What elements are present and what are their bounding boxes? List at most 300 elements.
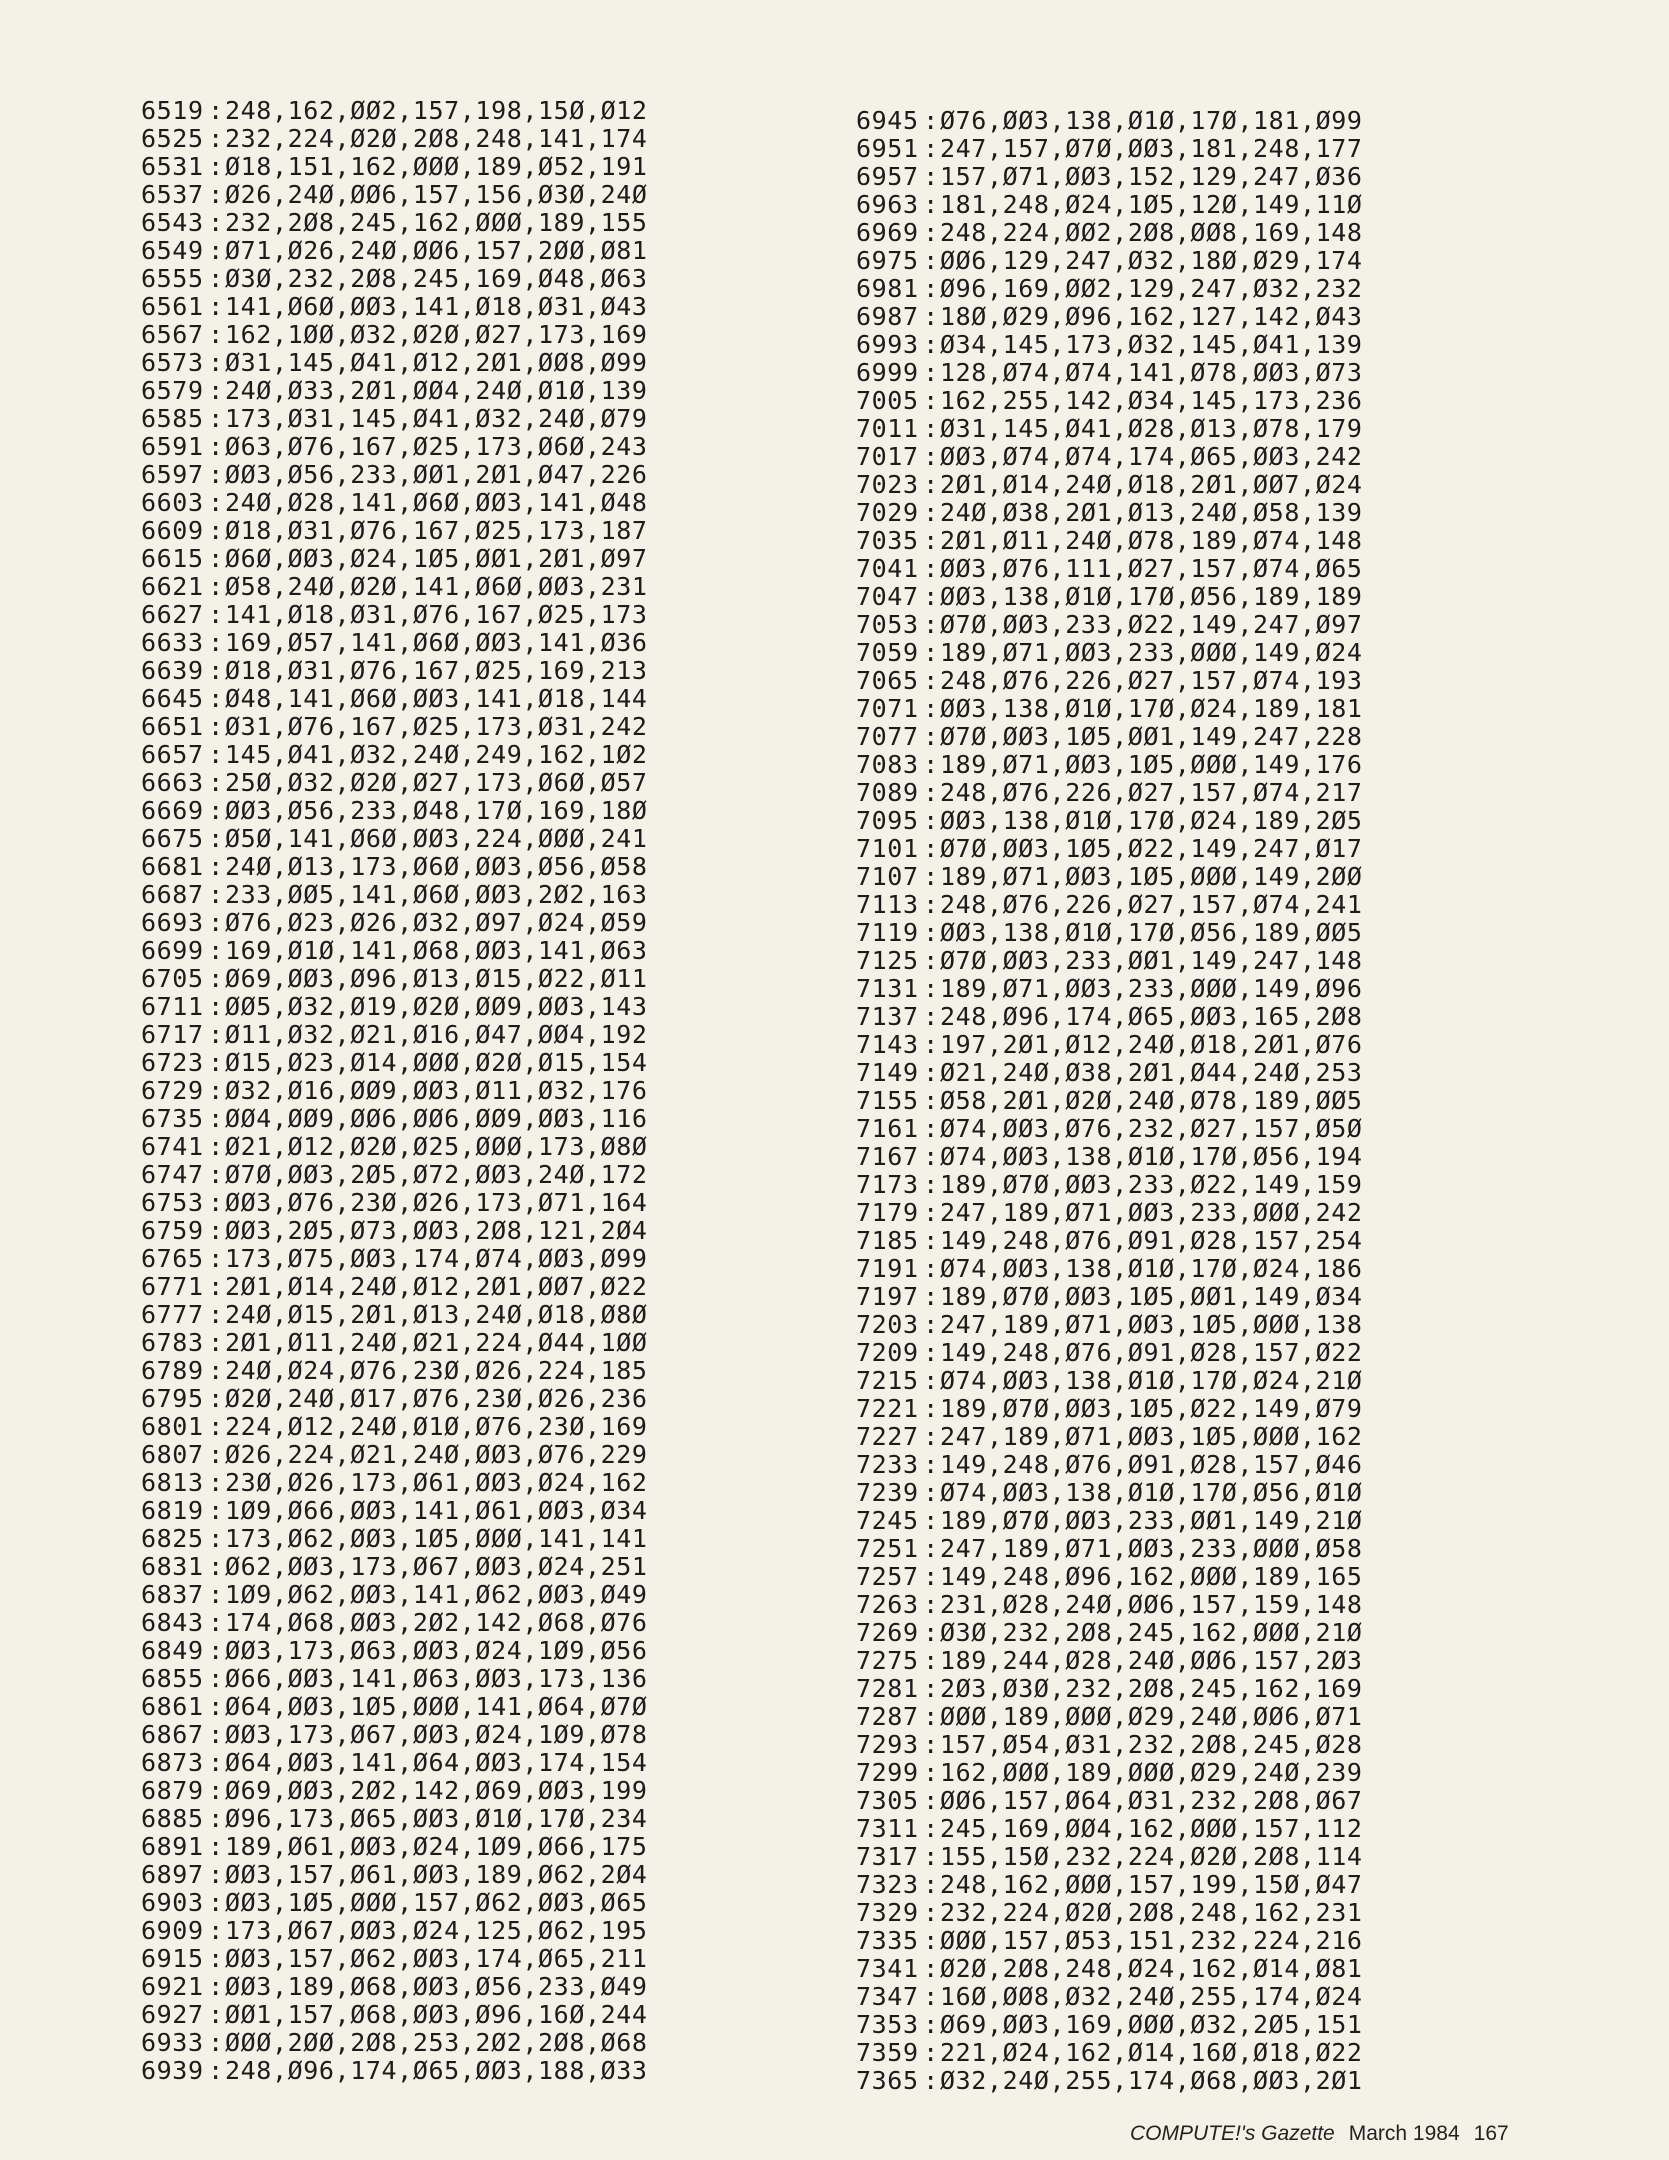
listing-line — [141, 125, 648, 153]
data-values: 24Ø,Ø33,2Ø1,ØØ4,24Ø,Ø1Ø,139 — [225, 376, 648, 405]
line-number: 6675 — [141, 824, 204, 853]
data-values: 181,248,Ø24,1Ø5,12Ø,149,11Ø — [940, 190, 1363, 219]
line-colon: : — [923, 1702, 939, 1731]
line-number: 6789 — [141, 1356, 204, 1385]
listing-line — [141, 825, 648, 853]
listing-line — [141, 517, 648, 545]
line-colon: : — [923, 1954, 939, 1983]
listing-line — [856, 499, 1363, 527]
line-number: 6627 — [141, 600, 204, 629]
listing-line — [141, 601, 648, 629]
data-values: 16Ø,ØØ8,Ø32,24Ø,255,174,Ø24 — [940, 1982, 1363, 2011]
line-colon: : — [923, 862, 939, 891]
data-values: ØØØ,189,ØØØ,Ø29,24Ø,ØØ6,Ø71 — [940, 1702, 1363, 1731]
listing-line — [856, 471, 1363, 499]
line-colon: : — [208, 404, 224, 433]
data-values: ØØ4,ØØ9,ØØ6,ØØ6,ØØ9,ØØ3,116 — [225, 1104, 648, 1133]
line-number: 7173 — [856, 1170, 919, 1199]
line-number: 6615 — [141, 544, 204, 573]
line-number: 6711 — [141, 992, 204, 1021]
listing-line — [856, 1899, 1363, 1927]
line-number: 6849 — [141, 1636, 204, 1665]
listing-line — [141, 1917, 648, 1945]
line-colon: : — [923, 1030, 939, 1059]
data-values: 189,Ø71,ØØ3,233,ØØØ,149,Ø96 — [940, 974, 1363, 1003]
line-colon: : — [923, 582, 939, 611]
listing-line — [141, 853, 648, 881]
listing-line — [141, 1497, 648, 1525]
line-colon: : — [208, 152, 224, 181]
listing-line — [856, 975, 1363, 1003]
listing-line — [141, 489, 648, 517]
listing-line — [856, 1535, 1363, 1563]
data-values: 1Ø9,Ø62,ØØ3,141,Ø62,ØØ3,Ø49 — [225, 1580, 648, 1609]
listing-line — [141, 1693, 648, 1721]
line-number: 7353 — [856, 2010, 919, 2039]
data-values: Ø69,ØØ3,Ø96,Ø13,Ø15,Ø22,Ø11 — [225, 964, 648, 993]
data-values: ØØ3,189,Ø68,ØØ3,Ø56,233,Ø49 — [225, 1972, 648, 2001]
data-values: 248,162,ØØØ,157,199,15Ø,Ø47 — [940, 1870, 1363, 1899]
data-values: Ø18,Ø31,Ø76,167,Ø25,173,187 — [225, 516, 648, 545]
listing-line — [856, 1871, 1363, 1899]
line-number: 6975 — [856, 246, 919, 275]
line-colon: : — [208, 1048, 224, 1077]
line-number: 6999 — [856, 358, 919, 387]
listing-line — [141, 1133, 648, 1161]
line-number: 7179 — [856, 1198, 919, 1227]
line-number: 6957 — [856, 162, 919, 191]
data-values: Ø3Ø,232,2Ø8,245,162,ØØØ,21Ø — [940, 1618, 1363, 1647]
line-number: 7005 — [856, 386, 919, 415]
line-number: 6933 — [141, 2028, 204, 2057]
line-colon: : — [208, 1860, 224, 1889]
listing-line — [856, 1731, 1363, 1759]
line-number: 7269 — [856, 1618, 919, 1647]
listing-line — [141, 1189, 648, 1217]
listing-line — [141, 1301, 648, 1329]
line-number: 7293 — [856, 1730, 919, 1759]
data-values: Ø58,2Ø1,Ø2Ø,24Ø,Ø78,189,ØØ5 — [940, 1086, 1363, 1115]
listing-line — [856, 1423, 1363, 1451]
data-values: 189,Ø71,ØØ3,1Ø5,ØØØ,149,2ØØ — [940, 862, 1363, 891]
listing-line — [856, 1115, 1363, 1143]
listing-line — [141, 1021, 648, 1049]
issue-date: March 1984 — [1348, 2122, 1460, 2145]
line-number: 6951 — [856, 134, 919, 163]
data-values: 157,Ø71,ØØ3,152,129,247,Ø36 — [940, 162, 1363, 191]
line-number: 6915 — [141, 1944, 204, 1973]
data-values: ØØ3,Ø76,23Ø,Ø26,173,Ø71,164 — [225, 1188, 648, 1217]
data-values: Ø31,145,Ø41,Ø28,Ø13,Ø78,179 — [940, 414, 1363, 443]
data-values: 189,Ø7Ø,ØØ3,233,Ø22,149,159 — [940, 1170, 1363, 1199]
line-colon: : — [208, 684, 224, 713]
line-colon: : — [923, 1478, 939, 1507]
data-values: 149,248,Ø96,162,ØØØ,189,165 — [940, 1562, 1363, 1591]
data-values: Ø26,224,Ø21,24Ø,ØØ3,Ø76,229 — [225, 1440, 648, 1469]
data-values: 232,224,Ø2Ø,2Ø8,248,162,231 — [940, 1898, 1363, 1927]
line-number: 6669 — [141, 796, 204, 825]
listing-line — [141, 1665, 648, 1693]
data-values: Ø15,Ø23,Ø14,ØØØ,Ø2Ø,Ø15,154 — [225, 1048, 648, 1077]
listing-line — [141, 1749, 648, 1777]
listing-line — [141, 97, 648, 125]
line-colon: : — [923, 526, 939, 555]
line-number: 6753 — [141, 1188, 204, 1217]
line-colon: : — [208, 1272, 224, 1301]
line-colon: : — [208, 600, 224, 629]
line-colon: : — [208, 1524, 224, 1553]
listing-line — [856, 1815, 1363, 1843]
line-number: 7239 — [856, 1478, 919, 1507]
listing-line — [141, 1581, 648, 1609]
data-values: ØØ3,2Ø5,Ø73,ØØ3,2Ø8,121,2Ø4 — [225, 1216, 648, 1245]
line-number: 7023 — [856, 470, 919, 499]
listing-line — [141, 881, 648, 909]
listing-line — [856, 1591, 1363, 1619]
line-colon: : — [208, 432, 224, 461]
line-number: 6981 — [856, 274, 919, 303]
line-number: 7227 — [856, 1422, 919, 1451]
listing-line — [141, 1049, 648, 1077]
listing-line — [856, 1199, 1363, 1227]
line-colon: : — [208, 1888, 224, 1917]
data-values: Ø18,Ø31,Ø76,167,Ø25,169,213 — [225, 656, 648, 685]
data-values: 233,ØØ5,141,Ø6Ø,ØØ3,2Ø2,163 — [225, 880, 648, 909]
line-number: 7347 — [856, 1982, 919, 2011]
magazine-name: COMPUTE!'s Gazette — [1130, 2122, 1335, 2145]
line-colon: : — [208, 2000, 224, 2029]
data-values: 149,248,Ø76,Ø91,Ø28,157,Ø46 — [940, 1450, 1363, 1479]
line-colon: : — [923, 1870, 939, 1899]
listing-line — [141, 1889, 648, 1917]
line-colon: : — [923, 1506, 939, 1535]
data-values: Ø76,Ø23,Ø26,Ø32,Ø97,Ø24,Ø59 — [225, 908, 648, 937]
listing-line — [141, 1609, 648, 1637]
data-values: Ø74,ØØ3,138,Ø1Ø,17Ø,Ø56,194 — [940, 1142, 1363, 1171]
line-colon: : — [923, 750, 939, 779]
line-colon: : — [923, 2010, 939, 2039]
line-colon: : — [208, 376, 224, 405]
line-number: 7149 — [856, 1058, 919, 1087]
listing-line — [856, 1843, 1363, 1871]
listing-line — [141, 153, 648, 181]
line-number: 7071 — [856, 694, 919, 723]
listing-line — [856, 107, 1363, 135]
data-values: Ø26,24Ø,ØØ6,157,156,Ø3Ø,24Ø — [225, 180, 648, 209]
listing-line — [856, 1143, 1363, 1171]
data-values: ØØ1,157,Ø68,ØØ3,Ø96,16Ø,244 — [225, 2000, 648, 2029]
line-number: 7041 — [856, 554, 919, 583]
line-colon: : — [923, 1086, 939, 1115]
listing-line — [856, 1311, 1363, 1339]
line-colon: : — [208, 460, 224, 489]
data-values: Ø74,ØØ3,138,Ø1Ø,17Ø,Ø24,21Ø — [940, 1366, 1363, 1395]
line-colon: : — [923, 1730, 939, 1759]
line-number: 7191 — [856, 1254, 919, 1283]
listing-line — [141, 1077, 648, 1105]
data-values: 23Ø,Ø26,173,Ø61,ØØ3,Ø24,162 — [225, 1468, 648, 1497]
line-colon: : — [208, 320, 224, 349]
listing-line — [856, 1087, 1363, 1115]
line-number: 6699 — [141, 936, 204, 965]
line-colon: : — [923, 358, 939, 387]
line-colon: : — [208, 880, 224, 909]
line-colon: : — [923, 1926, 939, 1955]
listing-line — [856, 1563, 1363, 1591]
data-values: ØØ3,138,Ø1Ø,17Ø,Ø56,189,ØØ5 — [940, 918, 1363, 947]
listing-line — [141, 321, 648, 349]
line-colon: : — [208, 1664, 224, 1693]
data-values: ØØ3,Ø56,233,Ø48,17Ø,169,18Ø — [225, 796, 648, 825]
data-values: Ø34,145,173,Ø32,145,Ø41,139 — [940, 330, 1363, 359]
listing-line — [141, 1469, 648, 1497]
line-colon: : — [208, 1720, 224, 1749]
listing-line — [856, 1003, 1363, 1031]
line-colon: : — [208, 124, 224, 153]
data-values: 189,Ø7Ø,ØØ3,1Ø5,ØØ1,149,Ø34 — [940, 1282, 1363, 1311]
listing-line — [856, 1507, 1363, 1535]
line-colon: : — [923, 414, 939, 443]
line-number: 7125 — [856, 946, 919, 975]
data-values: Ø64,ØØ3,1Ø5,ØØØ,141,Ø64,Ø7Ø — [225, 1692, 648, 1721]
listing-line — [856, 2039, 1363, 2067]
line-number: 7329 — [856, 1898, 919, 1927]
line-colon: : — [208, 1692, 224, 1721]
line-colon: : — [208, 1300, 224, 1329]
line-colon: : — [923, 246, 939, 275]
listing-line — [141, 909, 648, 937]
line-colon: : — [208, 264, 224, 293]
listing-line — [856, 779, 1363, 807]
data-values: Ø31,Ø76,167,Ø25,173,Ø31,242 — [225, 712, 648, 741]
line-colon: : — [208, 824, 224, 853]
data-values: 189,Ø61,ØØ3,Ø24,1Ø9,Ø66,175 — [225, 1832, 648, 1861]
line-number: 7251 — [856, 1534, 919, 1563]
line-number: 7119 — [856, 918, 919, 947]
line-number: 7101 — [856, 834, 919, 863]
listing-line — [141, 1245, 648, 1273]
line-colon: : — [923, 1114, 939, 1143]
line-colon: : — [923, 666, 939, 695]
line-colon: : — [923, 1534, 939, 1563]
line-number: 6861 — [141, 1692, 204, 1721]
data-values: ØØ3,157,Ø62,ØØ3,174,Ø65,211 — [225, 1944, 648, 1973]
line-number: 6747 — [141, 1160, 204, 1189]
data-values: Ø5Ø,141,Ø6Ø,ØØ3,224,ØØØ,241 — [225, 824, 648, 853]
data-values: 189,Ø7Ø,ØØ3,233,ØØ1,149,21Ø — [940, 1506, 1363, 1535]
listing-line — [856, 2067, 1363, 2095]
listing-line — [141, 1441, 648, 1469]
line-number: 6723 — [141, 1048, 204, 1077]
listing-line — [856, 667, 1363, 695]
line-number: 6597 — [141, 460, 204, 489]
line-colon: : — [208, 1328, 224, 1357]
line-colon: : — [208, 1356, 224, 1385]
data-values: ØØ3,Ø76,111,Ø27,157,Ø74,Ø65 — [940, 554, 1363, 583]
listing-line — [141, 769, 648, 797]
listing-line — [856, 415, 1363, 443]
data-values: ØØ3,138,Ø1Ø,17Ø,Ø24,189,2Ø5 — [940, 806, 1363, 835]
line-colon: : — [923, 1366, 939, 1395]
data-values: Ø7Ø,ØØ3,233,Ø22,149,247,Ø97 — [940, 610, 1363, 639]
data-values: 2Ø1,Ø11,24Ø,Ø78,189,Ø74,148 — [940, 526, 1363, 555]
line-number: 6741 — [141, 1132, 204, 1161]
listing-line — [141, 405, 648, 433]
line-colon: : — [923, 610, 939, 639]
line-colon: : — [923, 442, 939, 471]
listing-line — [141, 1777, 648, 1805]
data-values: Ø48,141,Ø6Ø,ØØ3,141,Ø18,144 — [225, 684, 648, 713]
line-number: 6693 — [141, 908, 204, 937]
listing-line — [141, 2029, 648, 2057]
data-values: Ø74,ØØ3,138,Ø1Ø,17Ø,Ø56,Ø1Ø — [940, 1478, 1363, 1507]
line-number: 6705 — [141, 964, 204, 993]
line-colon: : — [923, 1898, 939, 1927]
listing-line — [141, 349, 648, 377]
line-number: 6969 — [856, 218, 919, 247]
line-number: 7137 — [856, 1002, 919, 1031]
line-number: 6903 — [141, 1888, 204, 1917]
data-values: Ø21,Ø12,Ø2Ø,Ø25,ØØØ,173,Ø8Ø — [225, 1132, 648, 1161]
line-number: 6663 — [141, 768, 204, 797]
line-colon: : — [208, 1468, 224, 1497]
line-colon: : — [208, 1776, 224, 1805]
line-colon: : — [923, 1842, 939, 1871]
line-colon: : — [923, 1338, 939, 1367]
data-values: 247,189,Ø71,ØØ3,1Ø5,ØØØ,162 — [940, 1422, 1363, 1451]
line-number: 6549 — [141, 236, 204, 265]
line-number: 7287 — [856, 1702, 919, 1731]
data-values: 2Ø1,Ø11,24Ø,Ø21,224,Ø44,1ØØ — [225, 1328, 648, 1357]
line-number: 7281 — [856, 1674, 919, 1703]
line-colon: : — [208, 712, 224, 741]
listing-line — [856, 1787, 1363, 1815]
line-colon: : — [208, 1580, 224, 1609]
data-values: ØØ3,1Ø5,ØØØ,157,Ø62,ØØ3,Ø65 — [225, 1888, 648, 1917]
listing-line — [141, 1833, 648, 1861]
listing-line — [856, 443, 1363, 471]
line-number: 6801 — [141, 1412, 204, 1441]
line-colon: : — [923, 1310, 939, 1339]
listing-line — [141, 629, 648, 657]
data-values: Ø74,ØØ3,Ø76,232,Ø27,157,Ø5Ø — [940, 1114, 1363, 1143]
page-footer — [1130, 2122, 1509, 2146]
line-colon: : — [208, 1748, 224, 1777]
line-colon: : — [208, 1076, 224, 1105]
line-colon: : — [923, 1562, 939, 1591]
data-values: Ø2Ø,24Ø,Ø17,Ø76,23Ø,Ø26,236 — [225, 1384, 648, 1413]
line-colon: : — [208, 1496, 224, 1525]
line-colon: : — [208, 656, 224, 685]
listing-line — [141, 937, 648, 965]
line-colon: : — [923, 1170, 939, 1199]
listing-line — [141, 1105, 648, 1133]
line-colon: : — [923, 106, 939, 135]
listing-line — [856, 1171, 1363, 1199]
line-colon: : — [923, 1758, 939, 1787]
data-values: Ø11,Ø32,Ø21,Ø16,Ø47,ØØ4,192 — [225, 1020, 648, 1049]
listing-line — [141, 1861, 648, 1889]
listing-line — [856, 1647, 1363, 1675]
line-number: 6525 — [141, 124, 204, 153]
line-colon: : — [208, 1944, 224, 1973]
line-number: 6921 — [141, 1972, 204, 2001]
data-values: ØØ6,129,247,Ø32,18Ø,Ø29,174 — [940, 246, 1363, 275]
listing-line — [856, 135, 1363, 163]
data-values: Ø31,145,Ø41,Ø12,2Ø1,ØØ8,Ø99 — [225, 348, 648, 377]
data-values: 141,Ø6Ø,ØØ3,141,Ø18,Ø31,Ø43 — [225, 292, 648, 321]
line-colon: : — [208, 1160, 224, 1189]
line-number: 6885 — [141, 1804, 204, 1833]
line-number: 6555 — [141, 264, 204, 293]
line-number: 6687 — [141, 880, 204, 909]
listing-line — [856, 1031, 1363, 1059]
line-number: 7131 — [856, 974, 919, 1003]
data-values: 245,169,ØØ4,162,ØØØ,157,112 — [940, 1814, 1363, 1843]
line-colon: : — [208, 516, 224, 545]
line-colon: : — [923, 1198, 939, 1227]
listing-line — [856, 1395, 1363, 1423]
line-colon: : — [923, 1422, 939, 1451]
line-colon: : — [208, 348, 224, 377]
line-number: 6945 — [856, 106, 919, 135]
line-colon: : — [923, 2038, 939, 2067]
data-values: Ø96,173,Ø65,ØØ3,Ø1Ø,17Ø,234 — [225, 1804, 648, 1833]
listing-line — [141, 1217, 648, 1245]
line-colon: : — [208, 2028, 224, 2057]
line-number: 7113 — [856, 890, 919, 919]
line-number: 6831 — [141, 1552, 204, 1581]
data-values: ØØ3,Ø56,233,ØØ1,2Ø1,Ø47,226 — [225, 460, 648, 489]
line-colon: : — [923, 778, 939, 807]
line-number: 6867 — [141, 1720, 204, 1749]
line-number: 6651 — [141, 712, 204, 741]
line-number: 6879 — [141, 1776, 204, 1805]
line-number: 7197 — [856, 1282, 919, 1311]
line-number: 7311 — [856, 1814, 919, 1843]
listing-line — [856, 1227, 1363, 1255]
listing-line — [141, 2057, 648, 2085]
line-number: 6843 — [141, 1608, 204, 1637]
data-values: Ø63,Ø76,167,Ø25,173,Ø6Ø,243 — [225, 432, 648, 461]
line-number: 7035 — [856, 526, 919, 555]
listing-line — [141, 993, 648, 1021]
line-number: 7359 — [856, 2038, 919, 2067]
line-colon: : — [208, 1972, 224, 2001]
listing-line — [141, 1329, 648, 1357]
line-colon: : — [923, 890, 939, 919]
line-number: 6873 — [141, 1748, 204, 1777]
listing-line — [141, 965, 648, 993]
line-colon: : — [923, 1058, 939, 1087]
line-number: 7341 — [856, 1954, 919, 1983]
line-number: 6813 — [141, 1468, 204, 1497]
line-colon: : — [208, 796, 224, 825]
listing-line — [856, 1367, 1363, 1395]
listing-line — [856, 1703, 1363, 1731]
line-number: 6765 — [141, 1244, 204, 1273]
line-number: 7059 — [856, 638, 919, 667]
line-number: 7299 — [856, 1758, 919, 1787]
data-values: 174,Ø68,ØØ3,2Ø2,142,Ø68,Ø76 — [225, 1608, 648, 1637]
listing-line — [141, 1553, 648, 1581]
listing-line — [141, 797, 648, 825]
line-number: 6579 — [141, 376, 204, 405]
listing-line — [141, 1161, 648, 1189]
listing-line — [141, 1945, 648, 1973]
data-values: 247,189,Ø71,ØØ3,233,ØØØ,242 — [940, 1198, 1363, 1227]
data-values: ØØØ,157,Ø53,151,232,224,216 — [940, 1926, 1363, 1955]
